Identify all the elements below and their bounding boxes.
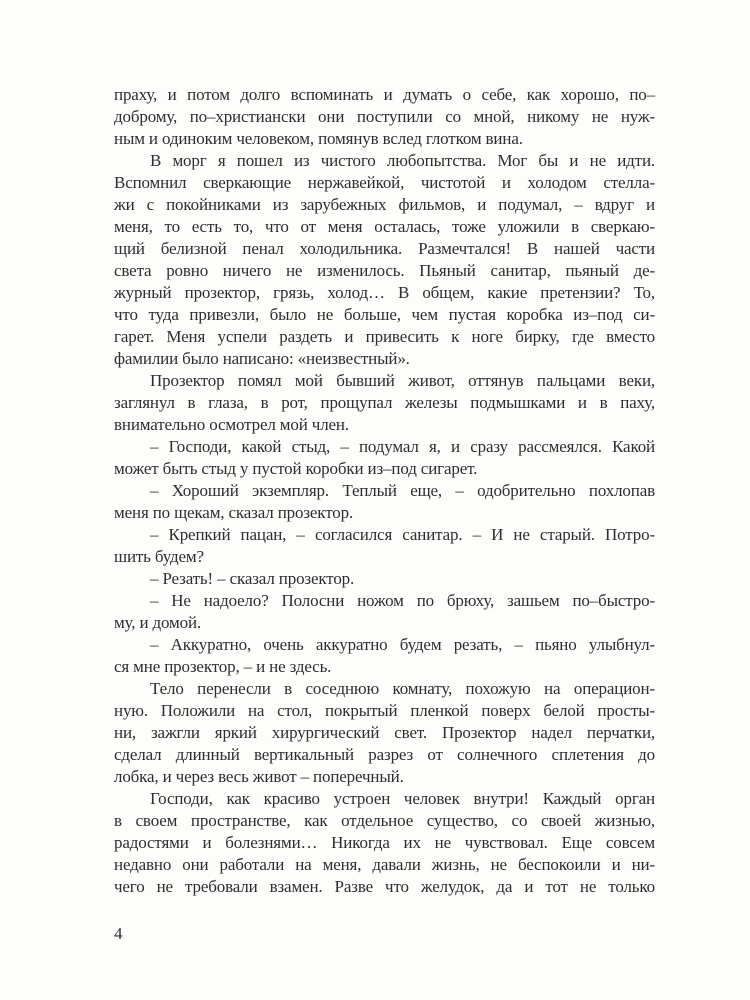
- text-line: заглянул в глаза, в рот, прощупал железы подмышками и в паху,: [114, 393, 655, 412]
- page-number: 4: [114, 924, 123, 943]
- text-line: меня, то есть то, что от меня осталась, тоже уложили в сверкаю-: [114, 217, 655, 236]
- text-line: Тело перенесли в соседнюю комнату, похожую на операцион-: [150, 679, 655, 698]
- text-line: ным и одиноким человеком, помянув вслед глотком вина.: [114, 129, 523, 148]
- text-line: доброму, по–христиански они поступили со мной, никому не нуж-: [114, 107, 655, 126]
- text-line: гарет. Меня успели раздеть и привесить к ноге бирку, где вместо: [114, 327, 655, 346]
- text-line: радостями и болезнями… Никогда их не чувствовал. Еще совсем: [114, 833, 655, 852]
- text-line: Прозектор помял мой бывший живот, оттянув пальцами веки,: [150, 371, 655, 390]
- text-line: Вспомнил сверкающие нержавейкой, чистотой и холодом стелла-: [114, 173, 655, 192]
- text-line: сделал длинный вертикальный разрез от солнечного сплетения до: [114, 745, 655, 764]
- text-line: журный прозектор, грязь, холод… В общем, какие претензии? То,: [114, 283, 655, 302]
- text-line: жи с покойниками из зарубежных фильмов, и подумал, – вдруг и: [114, 195, 655, 214]
- text-line: – Господи, какой стыд, – подумал я, и сразу рассмеялся. Какой: [150, 437, 655, 456]
- text-line: меня по щекам, сказал прозектор.: [114, 503, 354, 522]
- text-line: в своем пространстве, как отдельное существо, со своей жизнью,: [114, 811, 655, 830]
- text-line: что туда привезли, было не больше, чем пустая коробка из–под си-: [114, 305, 655, 324]
- text-line: ся мне прозектор, – и не здесь.: [114, 657, 332, 676]
- text-line: щий белизной пенал холодильника. Размечтался! В нашей части: [114, 239, 655, 258]
- text-line: В морг я пошел из чистого любопытства. Мог бы и не идти.: [150, 151, 655, 170]
- text-line: ни, зажгли яркий хирургический свет. Прозектор надел перчатки,: [114, 723, 655, 742]
- text-line: шить будем?: [114, 547, 204, 566]
- text-line: – Аккуратно, очень аккуратно будем резать, – пьяно улыбнул-: [150, 635, 655, 654]
- text-line: ную. Положили на стол, покрытый пленкой поверх белой просты-: [114, 701, 655, 720]
- body-text: [114, 84, 655, 898]
- text-line: недавно они работали на меня, давали жизнь, не беспокоили и ни-: [114, 855, 655, 874]
- text-line: – Не надоело? Полосни ножом по брюху, зашьем по–быстро-: [150, 591, 655, 610]
- text-line: лобка, и через весь живот – поперечный.: [114, 767, 404, 786]
- text-line: чего не требовали взамен. Разве что желудок, да и тот не только: [114, 877, 655, 896]
- text-line: Господи, как красиво устроен человек внутри! Каждый орган: [150, 789, 655, 808]
- text-line: внимательно осмотрел мой член.: [114, 415, 349, 434]
- text-line: – Хороший экземпляр. Теплый еще, – одобрительно похлопав: [150, 481, 655, 500]
- text-line: – Резать! – сказал прозектор.: [150, 569, 355, 588]
- text-line: праху, и потом долго вспоминать и думать о себе, как хорошо, по–: [114, 85, 655, 104]
- text-line: фамилии было написано: «неизвестный».: [114, 349, 410, 368]
- text-line: света ровно ничего не изменилось. Пьяный санитар, пьяный де-: [114, 261, 655, 280]
- text-line: – Крепкий пацан, – согласился санитар. – И не старый. Потро-: [150, 525, 655, 544]
- text-line: му, и домой.: [114, 613, 202, 632]
- text-line: может быть стыд у пустой коробки из–под сигарет.: [114, 459, 478, 478]
